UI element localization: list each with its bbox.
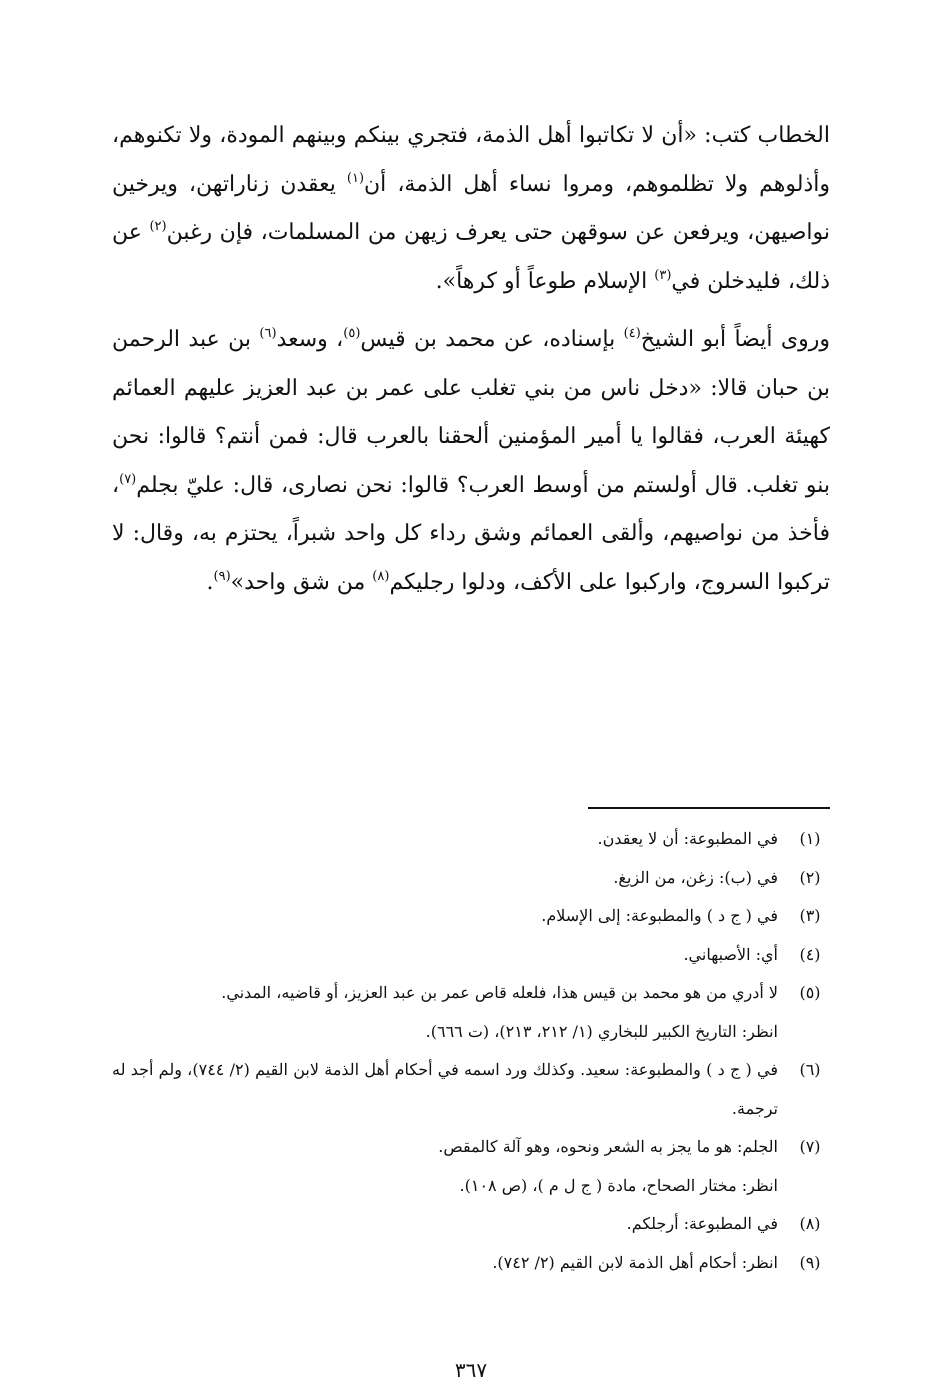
footnote-line: انظر: مختار الصحاح، مادة ( ج ل م )، (ص ١٠٨). [459, 1175, 778, 1195]
footnote-number: (١) [799, 829, 821, 848]
text-segment: الخطاب كتب: «أن لا تكاتبوا أهل الذمة، فتجري بينكم وبينهم المودة، ولا تكنوهم، وأذلوهم ولا تظلموهم، ومروا نساء أهل الذمة، أن [112, 123, 830, 197]
footnote-1 [112, 820, 830, 859]
footnote-number: (٩) [799, 1252, 821, 1272]
footnote-text [112, 936, 790, 975]
footnote-text [112, 974, 790, 1051]
text-segment: ، فأخذ من نواصيهم، وألقى العمائم وشق رداء كل واحد شبراً، يحتزم به، وقال: لا تركبوا السروج، واركبوا على الأكف، ودلوا رجليكم [112, 472, 830, 595]
footnote-line: انظر: أحكام أهل الذمة لابن القيم (٢/ ٧٤٢). [492, 1252, 778, 1272]
footnote-number: (٣) [799, 906, 821, 925]
footnote-ref-6: (٦) [259, 326, 277, 341]
footnote-ref-9: (٩) [213, 568, 231, 584]
footnote-7 [112, 1128, 830, 1205]
footnote-line: لا أدري من هو محمد بن قيس هذا، فلعله قاص عمر بن عبد العزيز، أو قاضيه، المدني. [221, 983, 778, 1002]
text-segment: . [206, 569, 214, 595]
paragraph-2 [112, 316, 830, 607]
main-text [112, 112, 830, 607]
footnote-ref-7: (٧) [119, 471, 137, 487]
footnote-line: في ( ج د ) والمطبوعة: سعيد. وكذلك ورد اسمه في أحكام أهل الذمة لابن القيم (٢/ ٧٤٤)، ولم أجد له ترجمة. [112, 1060, 778, 1118]
footnote-line: أي: الأصبهاني. [683, 944, 778, 964]
footnote-text [112, 1128, 790, 1205]
footnote-line: في المطبوعة: أرجلكم. [626, 1214, 778, 1233]
text-segment: وروى أيضاً أبو الشيخ [640, 327, 830, 352]
footnote-number: (٦) [799, 1060, 821, 1079]
text-segment: بإسناده، عن محمد بن قيس [360, 327, 624, 352]
footnote-line: في (ب): زغن، من الزيغ. [613, 867, 778, 887]
footnote-line: في المطبوعة: أن لا يعقدن. [597, 829, 778, 848]
footnote-text [112, 1205, 790, 1244]
paragraph-1 [112, 112, 830, 306]
footnote-line: انظر: التاريخ الكبير للبخاري (١/ ٢١٢، ٢١٣)، (ت ٦٦٦). [425, 1021, 778, 1041]
footnote-ref-8: (٨) [372, 568, 390, 584]
footnote-text [112, 1244, 790, 1283]
footnote-8 [112, 1205, 830, 1244]
footnote-4 [112, 936, 830, 975]
text-segment: يعقدن زناراتهن، ويرخين نواصيهن، ويرفعن عن سوقهن حتى يعرف زيهن من المسلمات، فإن رغبن [112, 171, 831, 245]
footnote-9 [112, 1244, 830, 1283]
footnote-number: (٤) [799, 944, 821, 964]
footnote-text [112, 897, 790, 936]
footnote-number: (٥) [799, 983, 821, 1002]
text-segment: بن عبد الرحمن بن حبان قالا: «دخل ناس من بني تغلب على عمر بن عبد العزيز عليهم العمائم كهيئة العرب، فقالوا يا أمير المؤمنين ألحقنا بالعرب قال: فمن أنتم؟ قالوا: نحن بنو تغلب. قال أولستم من أوسط العرب؟ قالوا: نحن نصارى، قال: عليّ بجلم [112, 327, 830, 498]
footnote-5 [112, 974, 830, 1051]
footnote-number: (٢) [799, 867, 821, 887]
text-segment: عن ذلك، فليدخلن في [112, 220, 830, 294]
footnotes-list [112, 820, 830, 1282]
text-segment: ، وسعد [276, 327, 344, 352]
footnote-number: (٧) [799, 1137, 821, 1156]
footnote-text [112, 820, 790, 859]
footnote-ref-3: (٣) [654, 267, 672, 283]
footnote-ref-4: (٤) [623, 326, 641, 341]
footnote-ref-1: (١) [346, 170, 365, 186]
footnote-2 [112, 859, 830, 898]
footnote-number: (٨) [799, 1214, 821, 1233]
footnote-text [112, 1051, 790, 1128]
page-number: ٣٦٧ [454, 1358, 488, 1382]
footnote-text [112, 859, 790, 898]
footnote-3 [112, 897, 830, 936]
footnote-6 [112, 1051, 830, 1128]
footnote-ref-2: (٢) [149, 219, 167, 234]
footnote-line: في ( ج د ) والمطبوعة: إلى الإسلام. [541, 906, 778, 925]
text-segment: من شق واحد» [230, 569, 373, 595]
footnote-separator [588, 807, 830, 809]
footnote-line: الجلم: هو ما يجز به الشعر ونحوه، وهو آلة كالمقص. [438, 1137, 778, 1156]
footnote-ref-5: (٥) [343, 326, 361, 341]
text-segment: الإسلام طوعاً أو كرهاً». [435, 268, 655, 294]
page [112, 112, 831, 1382]
